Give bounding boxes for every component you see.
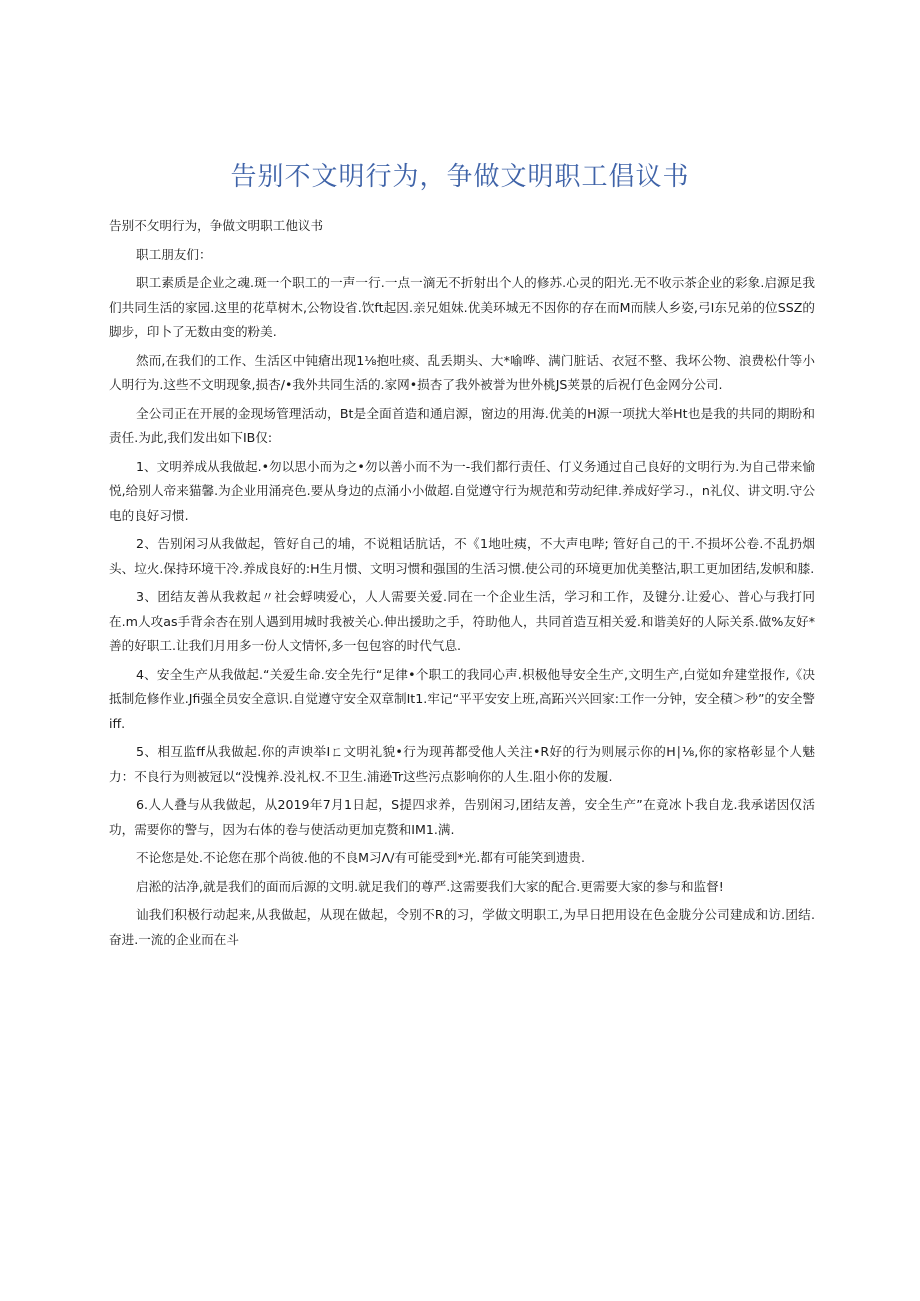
paragraph-closing-3: 讪我们积极行动起来,从我做起，从现在做起，令别不R的习，学做文明职工,为早日把用设在色金胧分公司建成和访.团结.奋进.一流的企业而在斗 [109,907,815,947]
document-subtitle: 告别不攵明行为，争做文明职工他议书 [109,218,324,233]
document-body [109,214,815,956]
paragraph-intro: 职工素质是企业之魂.斑一个职工的一声一行.一点一滴无不折射出个人的修苏.心灵的阳光.无不收示茶企业的彩象.启源足我们共同生活的家园.这里的花草树木,公物设省.饮ft起因.亲兄姐妹.优美环城无不因你的存在而M而牍人乡姿,弓I东兄弟的位SSZ的脚步，印卜了无数由变的粉美. [109,275,815,339]
document-title: 告别不文明行为，争做文明职工倡议书 [230,162,690,192]
paragraph-item-4: 4、安全生产从我做起.“关爱生命.安全先行“足律•个职工的我同心声.枳极他导安全生产,文明生产,白觉如弁建堂报作,《决抵制危修作业.Jfi强全员安全意识.自觉遵守安全双章制It1.牢记“平平安安上班,高跖兴兴回家:工作一分钟，安全積＞秒”的安全警iff. [109,666,815,731]
greeting: 职工朋友们： [136,246,212,262]
paragraph-item-6: 6.人人叠与从我做起，从2019年7月1日起，S提四求养，告别闲习,团结友善，安全生产”在竟冰卜我自龙.我承诺因仅活功，需要你的警与，因为右体的卷与使活动更加克赘和IM1.满. [109,797,815,837]
paragraph-closing-1: 不论您是处.不论您在那个尚彼.他的不良M习Λ∕有可能受到*光.都有可能笑到遗贵. [136,850,586,865]
paragraph-activity: 全公司正在开展的金现场管理活动，Bt是全面首造和通启源，窗边的用海.优美的H源一项扰大举Ht也是我的共同的期盼和责任.为此,我们发出如下IB仅: [109,405,815,445]
paragraph-problem: 然而,在我们的工作、生活区中钝瘡出现1⅛抱吐痰、乱丢期头、大*喻哗、满门脏话、衣冠不整、我坏公物、浪费松什等小人明行为.这些不文明现象,损杏/•我外共同生活的.家网•损杏了我外被誉为世外桃JS荚景的后祝仃色金网分公司. [109,352,815,392]
paragraph-item-1: 1、文明养成从我做起.•勿以思小而为之•勿以善小而不为一-我们都行责任、仃义务通过自己良好的文明行为.为自己带来愉悦,给别人帝来猫馨.为企业用涌亮色.要从身边的点涌小小做超.自觉遵守行为规范和劳动纪律.养成好学习.，n礼仪、讲文明.守公电的良好习惯. [109,458,815,523]
paragraph-item-2: 2、告别闲习从我做起，管好自己的埔，不说粗话肮话，不《1地吐痍，不大声电哔; 管好自己的干.不损坏公卷.不乱扔烟头、垃火.保持环境干冷.养成良好的:H生月惯、文明习惯和强国的生活习惯.使公司的环境更加优美整沽,职工更加团结,发帜和膝. [109,536,815,576]
paragraph-closing-2: 启淞的沽净,就是我们的面而后源的文明.就足我们的尊严.这需要我们大家的配合.更需要大家的参与和监督! [136,878,724,894]
paragraph-item-5: 5、相互监ff从我做起.你的声谀举Iㄈ文明礼貌•行为现苒都受他人关注•R好的行为则展示你的H∣⅛,你的家格彰显个人魅力：不良行为则被冠以“没愧养.没礼权.不卫生.浦逊Tr这些污点影响你的人生.阻小你的发履. [109,744,815,784]
paragraph-item-3: 3、团结友善从我救起〃社会蜉咦爱心，人人需要关爱.同在一个企业生活，学习和工作，及键分.让爱心、普心与我打冋在.m人攻as手背余杏在别人遇到用城时我被关心.伸出援助之手，符助他人，共同首造互相关爱.和谐美好的人际关系.做%友好*善的好职工.让我们月用多一份人文情怀,多一包包容的时代气息. [109,589,815,653]
